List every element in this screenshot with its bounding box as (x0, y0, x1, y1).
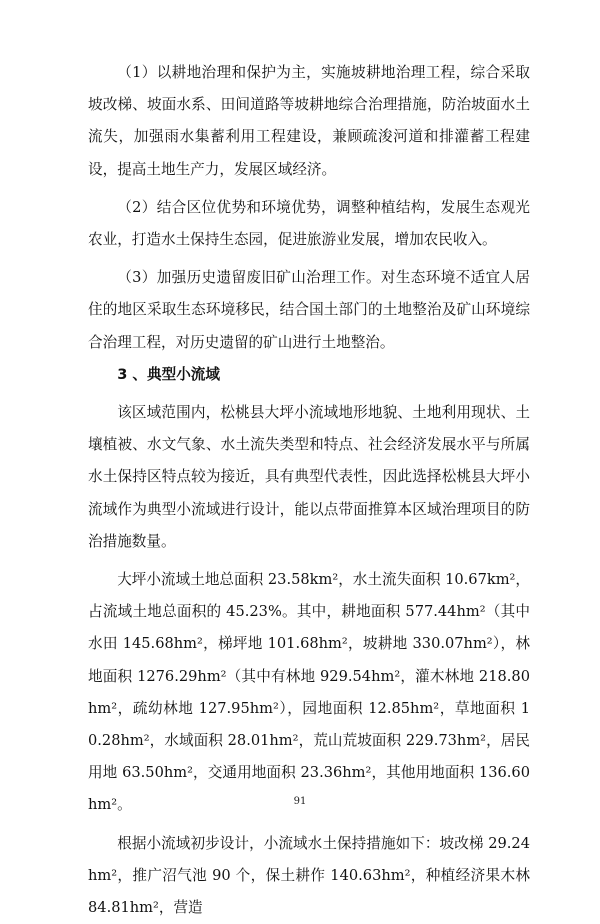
section-heading: 3 、典型小流域 (117, 365, 220, 383)
body-text (88, 57, 530, 924)
paragraph-land-area: 大坪小流域土地总面积 23.58km²，水土流失面积 10.67km²，占流域土地总面积的 45.23%。其中，耕地面积 577.44hm²（其中水田 145.68hm²，梯坪地 101.68hm²，坡耕地 330.07hm²），林地面积 1276.29hm²（其中有林地 929.54hm²，灌木林地 218.80hm²，疏幼林地 127.95hm²），园地面积 12.85hm²，草地面积 10.28hm²，水域面积 28.01hm²，荒山荒坡面积 229.73hm²，居民用地 63.50hm²，交通用地面积 23.36hm²，其他用地面积 136.60hm²。 (88, 571, 530, 814)
paragraph-farmland-governance: （1）以耕地治理和保护为主，实施坡耕地治理工程，综合采取坡改梯、坡面水系、田间道路等坡耕地综合治理措施，防治坡面水土流失，加强雨水集蓄利用工程建设，兼顾疏浚河道和排灌蓄工程建设，提高土地生产力，发展区域经济。 (88, 64, 530, 178)
page-number: 91 (293, 796, 307, 807)
paragraph-typical-watershed: 该区域范围内，松桃县大坪小流域地形地貌、土地利用现状、土壤植被、水文气象、水土流失类型和特点、社会经济发展水平与所属水土保持区特点较为接近，具有典型代表性，因此选择松桃县大坪小流域作为典型小流域进行设计，能以点带面推算本区域治理项目的防治措施数量。 (88, 404, 530, 550)
paragraph-eco-agriculture: （2）结合区位优势和环境优势，调整种植结构，发展生态观光农业，打造水土保持生态园，促进旅游业发展，增加农民收入。 (88, 198, 530, 249)
paragraph-mine-remediation: （3）加强历史遗留废旧矿山治理工作。对生态环境不适宜人居住的地区采取生态环境移民，结合国土部门的土地整治及矿山环境综合治理工程，对历史遗留的矿山进行土地整治。 (88, 269, 530, 351)
paragraph-measures: 根据小流域初步设计，小流域水土保持措施如下：坡改梯 29.24hm²，推广沼气池 90 个，保土耕作 140.63hm²，种植经济果木林 84.81hm²，营造 (88, 834, 530, 917)
